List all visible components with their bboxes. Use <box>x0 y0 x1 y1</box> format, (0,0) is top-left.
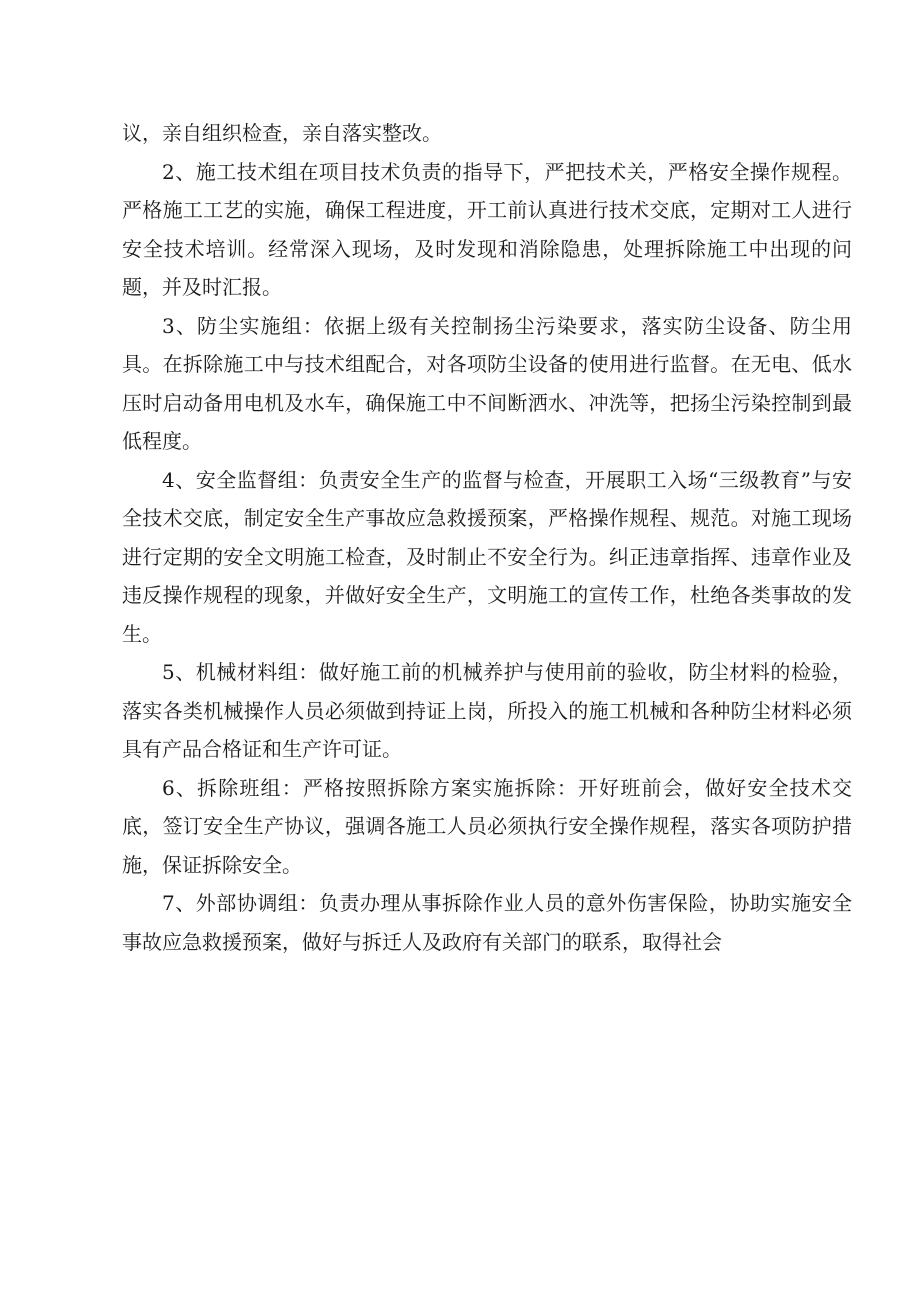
paragraph-safety-supervision-group: 4、安全监督组：负责安全生产的监督与检查，开展职工入场“三级教育”与安全技术交底，制定安全生产事故应急救援预案，严格操作规程、规范。对施工现场进行定期的安全文明施工检查，及时制止不安全行为。纠正违章指挥、违章作业及违反操作规程的现象，并做好安全生产，文明施工的宣传工作，杜绝各类事故的发生。 <box>122 467 852 646</box>
paragraph-external-coordination-group: 7、外部协调组：负责办理从事拆除作业人员的意外伤害保险，协助实施安全事故应急救援预案，做好与拆迁人及政府有关部门的联系，取得社会 <box>122 891 852 954</box>
paragraph-continuation: 议，亲自组织检查，亲自落实整改。 <box>122 121 442 145</box>
paragraph-demolition-team: 6、拆除班组：严格按照拆除方案实施拆除：开好班前会，做好安全技术交底，签订安全生产协议，强调各施工人员必须执行安全操作规程，落实各项防护措施，保证拆除安全。 <box>122 775 852 877</box>
document-body <box>122 114 852 961</box>
paragraph-dust-control-group: 3、防尘实施组：依据上级有关控制扬尘污染要求，落实防尘设备、防尘用具。在拆除施工中与技术组配合，对各项防尘设备的使用进行监督。在无电、低水压时启动备用电机及水车，确保施工中不间断洒水、冲洗等，把扬尘污染控制到最低程度。 <box>122 313 852 453</box>
paragraph-machinery-materials-group: 5、机械材料组：做好施工前的机械养护与使用前的验收，防尘材料的检验，落实各类机械操作人员必须做到持证上岗，所投入的施工机械和各种防尘材料必须具有产品合格证和生产许可证。 <box>122 660 852 761</box>
paragraph-technical-group: 2、施工技术组在项目技术负责的指导下，严把技术关，严格安全操作规程。严格施工工艺的实施，确保工程进度，开工前认真进行技术交底，定期对工人进行安全技术培训。经常深入现场，及时发现和消除隐患，处理拆除施工中出现的问题，并及时汇报。 <box>122 159 852 299</box>
